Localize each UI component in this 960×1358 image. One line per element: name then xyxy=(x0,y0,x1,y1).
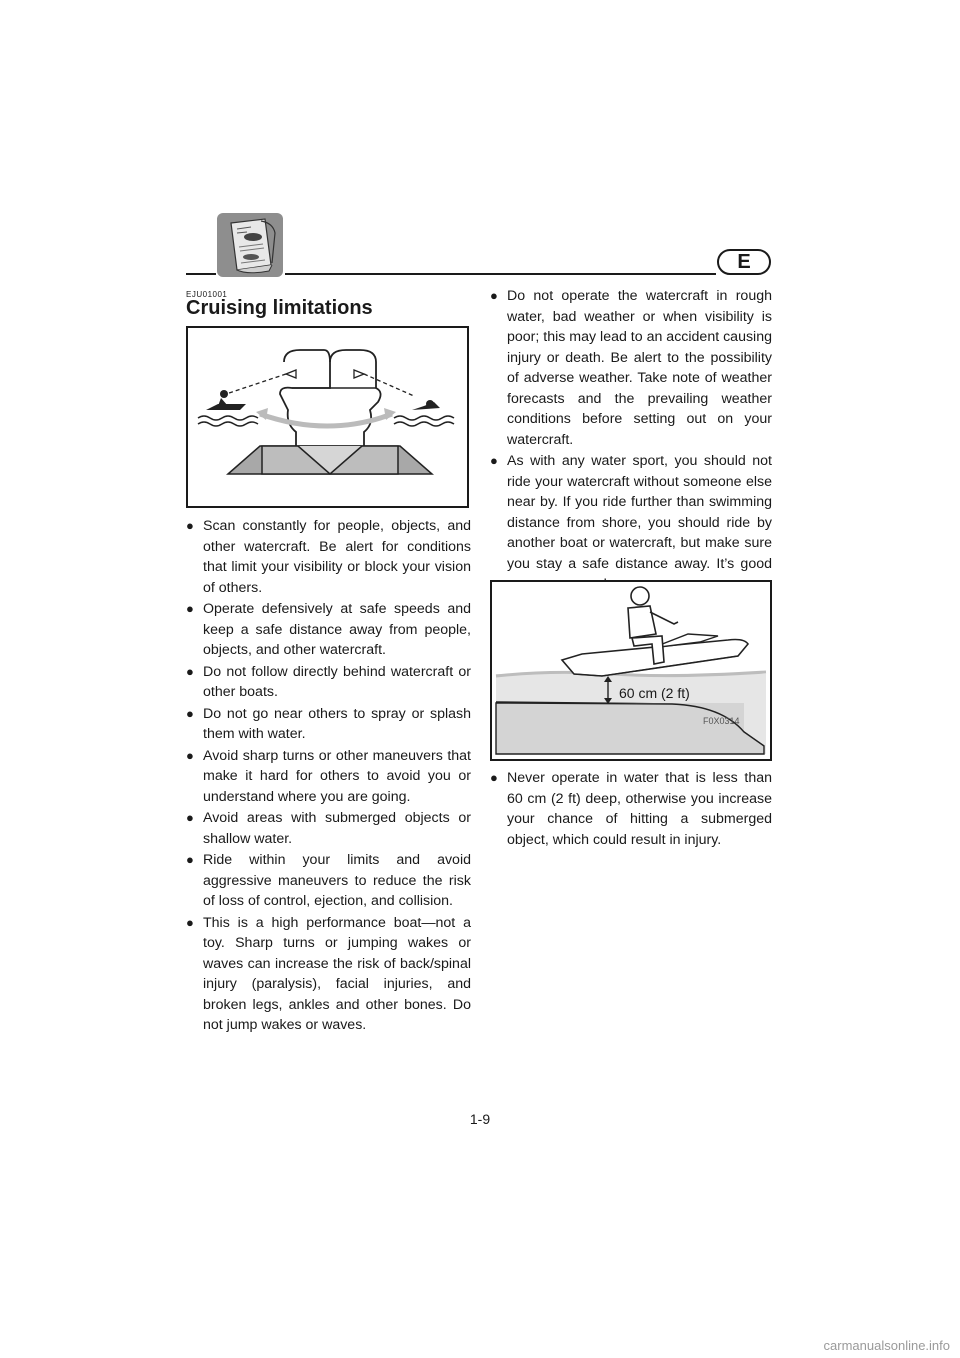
bullet-list-right-top xyxy=(490,286,772,596)
watermark: carmanualsonline.info xyxy=(823,1338,950,1353)
section-title: Cruising limitations xyxy=(186,297,373,319)
manual-document-icon xyxy=(217,213,283,277)
header-rule-left xyxy=(186,273,216,275)
section-code: EJU01001 xyxy=(186,290,228,299)
list-item: ● Ride within your limits and avoid aggressive maneuvers to reduce the risk of loss of control, ejection, and collision. xyxy=(186,852,471,909)
list-item: ● Do not go near others to spray or splash them with water. xyxy=(186,705,471,742)
figure-code: F0X0314 xyxy=(703,716,740,726)
depth-measure-label: 60 cm (2 ft) xyxy=(619,685,690,701)
list-item: ● Operate defensively at safe speeds and keep a safe distance away from people, objects, and other watercraft. xyxy=(186,601,471,658)
list-item: ● Do not operate the watercraft in rough water, bad weather or when visibility is poor; this may lead to an accident causing injury or death. Be alert to the possibility of adverse weather. Take note of weather forecasts and the prevailing weather conditions before setting out on your watercraft. xyxy=(490,288,772,448)
list-item: ● Avoid areas with submerged objects or shallow water. xyxy=(186,810,471,847)
shallow-water-illustration xyxy=(490,580,772,761)
list-item: ● Avoid sharp turns or other maneuvers that make it hard for others to avoid you or understand where you are going. xyxy=(186,747,471,805)
page-number: 1-9 xyxy=(469,1111,491,1127)
list-item: ● Never operate in water that is less than 60 cm (2 ft) deep, otherwise you increase your chance of hitting a submerged object, which could result in injury. xyxy=(490,770,772,848)
list-item: ● Do not follow directly behind watercraft or other boats. xyxy=(186,663,471,700)
scanning-illustration xyxy=(186,326,469,508)
list-item: ● As with any water sport, you should not ride your watercraft without someone else near by. If you ride further than swimming distance from shore, you should ride by another boat or watercraft, but make sure you stay a safe distance away. It’s good xyxy=(490,453,772,572)
list-item: ● Scan constantly for people, objects, and other watercraft. Be alert for conditions that limit your visibility or block your vision of others. xyxy=(186,518,471,596)
bullet-list-right-bottom xyxy=(490,768,772,851)
header-rule-right xyxy=(285,273,716,275)
list-item: ● This is a high performance boat—not a toy. Sharp turns or jumping wakes or waves can increase the risk of back/spinal injury (paralysis), facial injuries, and broken legs, ankles and other bones. Do not jump wakes or waves. xyxy=(186,914,471,1033)
language-badge: E xyxy=(717,249,771,275)
bullet-list-left xyxy=(186,516,471,1037)
